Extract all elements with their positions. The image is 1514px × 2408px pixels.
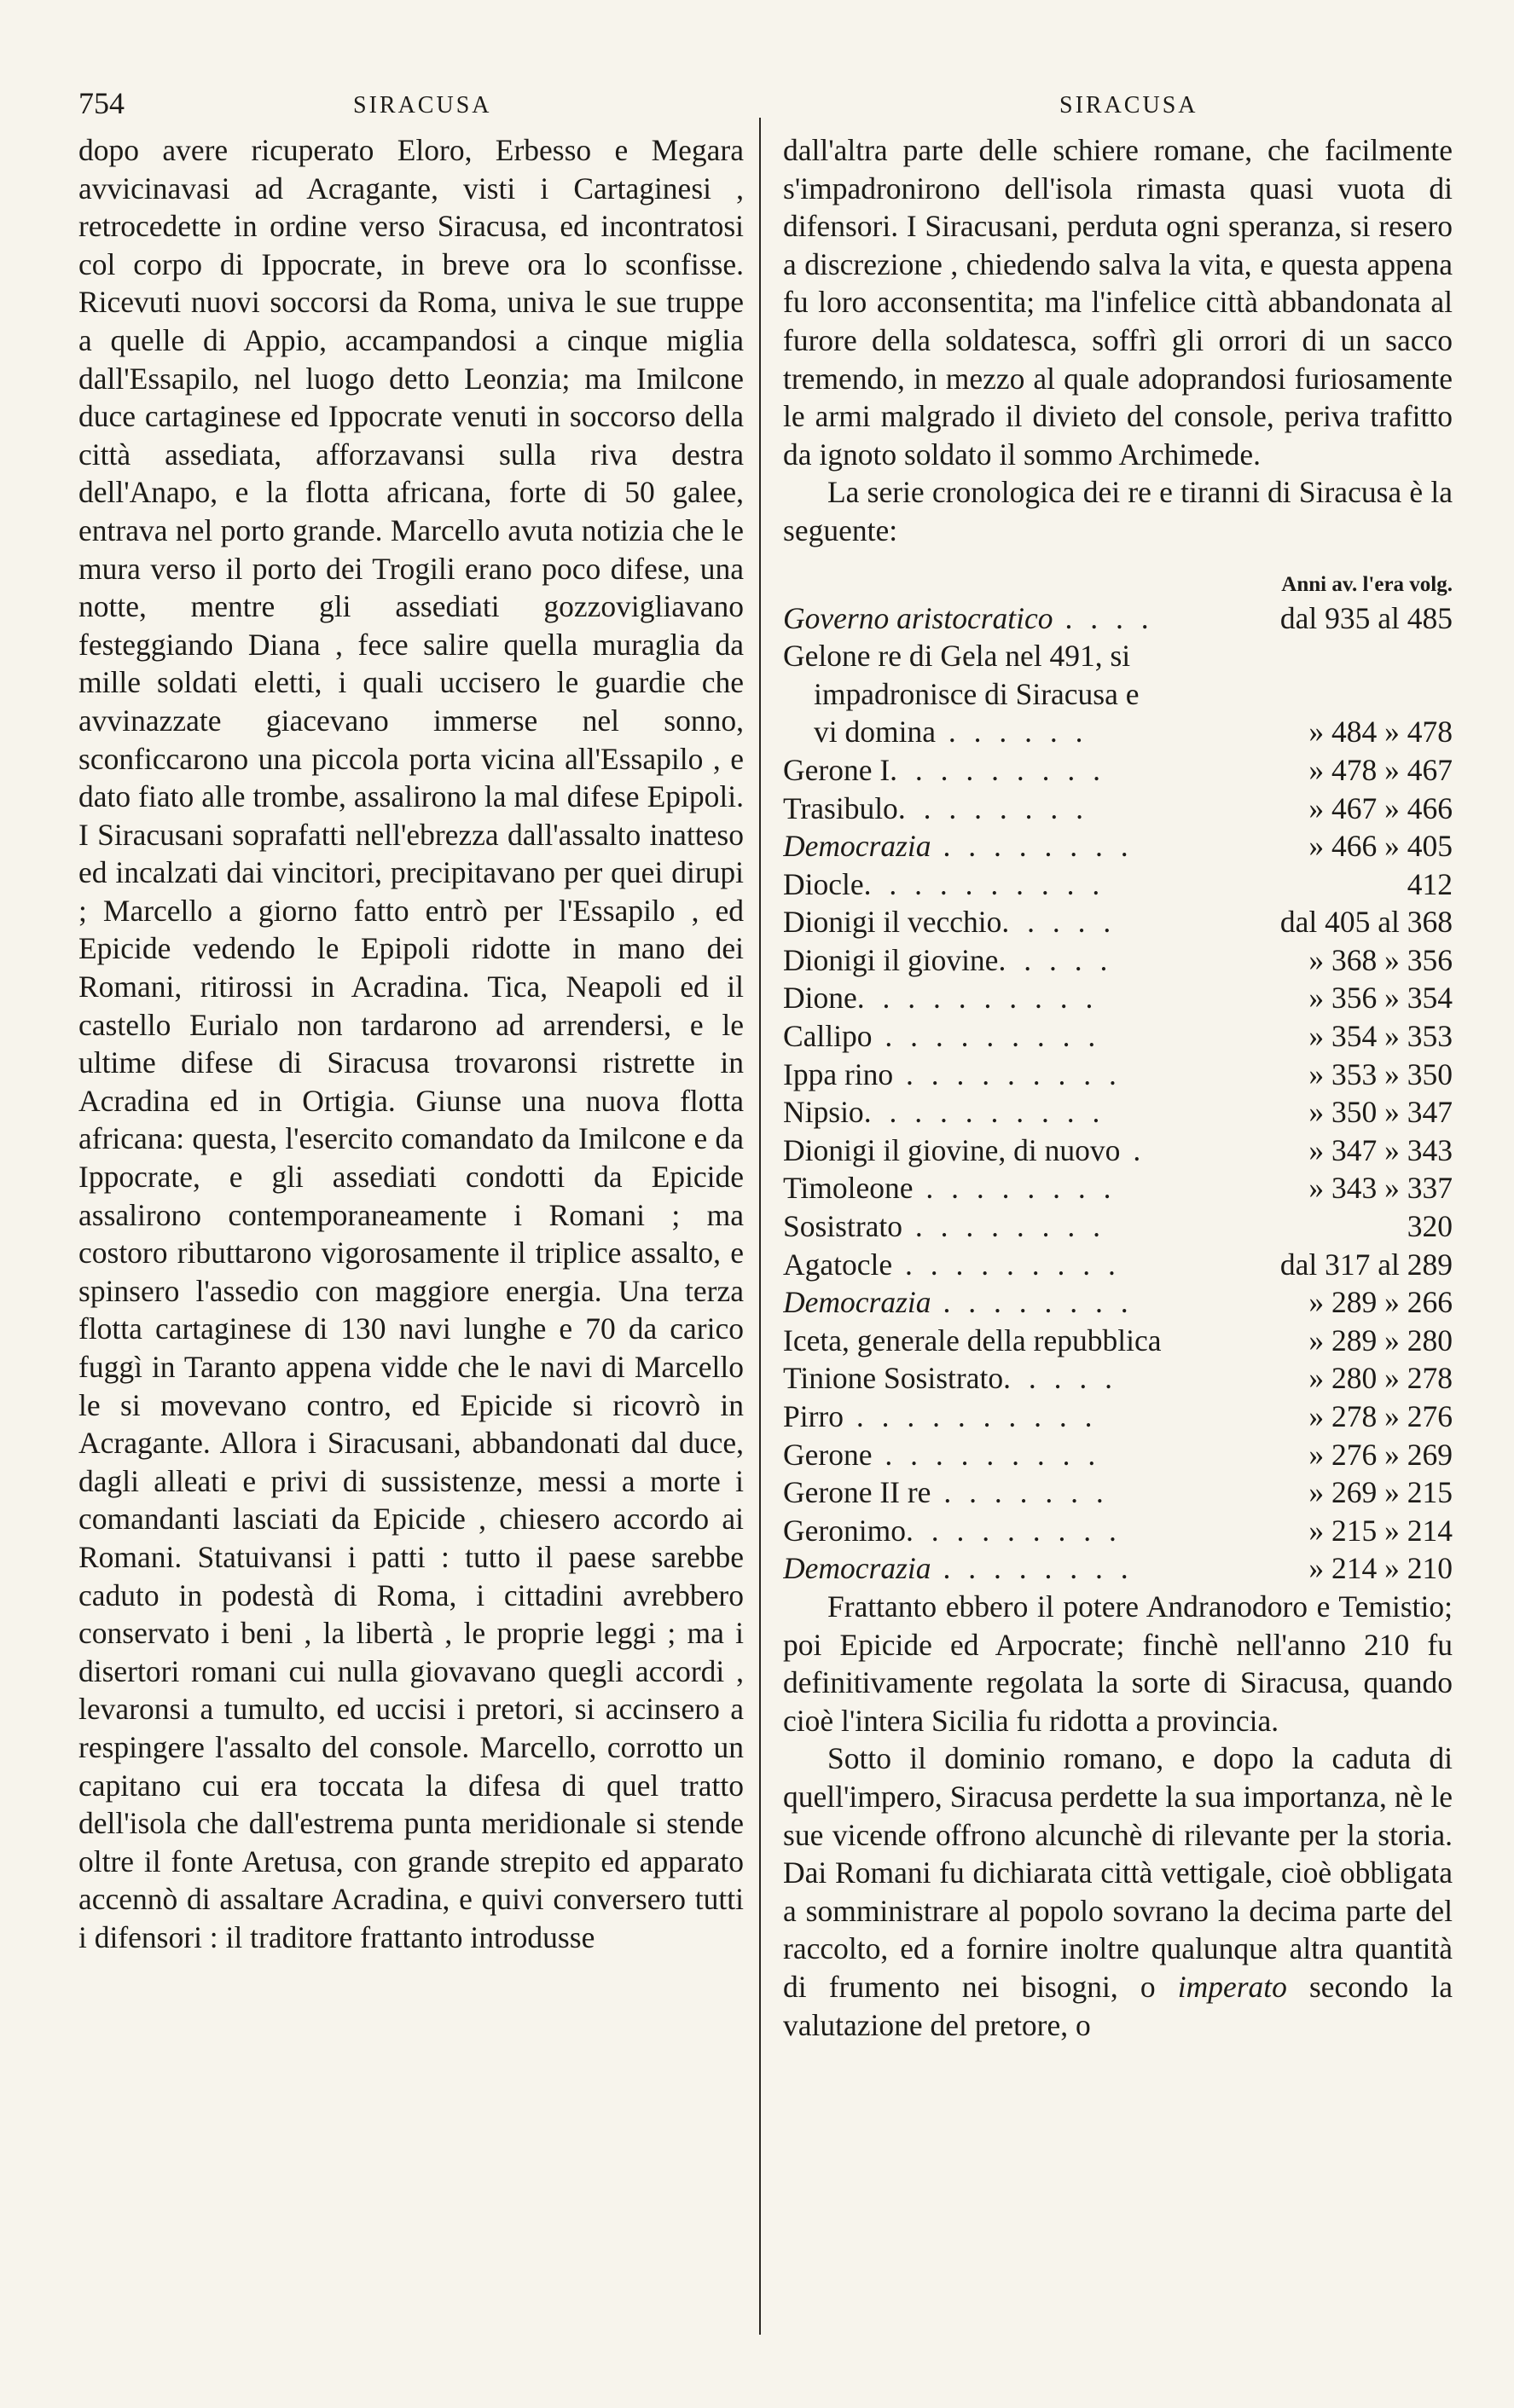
chronology-row — [783, 1132, 1453, 1170]
chronology-row — [783, 903, 1453, 941]
chronology-dates: » 289 » 280 — [1308, 1323, 1453, 1357]
chronology-dates: » 347 » 343 — [1308, 1132, 1453, 1167]
dot-leader: . . . . . . . . . — [905, 1513, 1122, 1548]
chronology-ruler-name: Governo aristocratico — [783, 600, 1053, 635]
chronology-name-cell — [783, 1056, 1222, 1094]
chronology-dates: » 368 » 356 — [1308, 942, 1453, 977]
chronology-dates: » 278 » 276 — [1308, 1399, 1453, 1433]
chronology-ruler-name: Iceta, generale della repubblica — [783, 1323, 1162, 1357]
chronology-dates: » 343 » 337 — [1308, 1171, 1453, 1206]
chronology-ruler-name: Pirro — [783, 1399, 844, 1433]
right-paragraph-4-italic: imperato — [1177, 1969, 1287, 2004]
chronology-ruler-name: Gerone II re — [783, 1475, 931, 1510]
chronology-ruler-name: Democrazia — [783, 1285, 931, 1320]
chronology-row — [783, 1436, 1453, 1474]
chronology-dates: 412 — [1407, 866, 1453, 901]
right-paragraph-1: dall'altra parte delle schiere romane, che facilmente s'impadronirono dell'isola rimasta quasi vuota di difensori. I Siracusani, perduta ogni speranza, si resero a discrezione , chiedendo salva la vita, e questa appena fu loro acconsentita; ma l'infelice città abbandonata al furore della soldatesca, soffrì gli orrori di un sacco tremendo, in mezzo al quale adoprandosi furiosamente le armi malgrado il divieto del console, periva trafitto da ignoto soldato il sommo Archimede. — [783, 133, 1453, 472]
chronology-ruler-name: Agatocle — [783, 1247, 893, 1282]
chronology-row — [783, 751, 1453, 790]
chronology-name-cell — [783, 599, 1222, 638]
dot-leader: . . . . . . . . . — [890, 752, 1106, 787]
chronology-row — [783, 1512, 1453, 1550]
chronology-name-cell — [783, 979, 1222, 1017]
chronology-name-cell — [783, 1017, 1222, 1056]
dot-leader: . . . . . . . . — [931, 1285, 1134, 1320]
chronology-name-cell — [783, 1132, 1222, 1170]
chronology-name-cell — [783, 827, 1222, 865]
right-paragraph-3: Frattanto ebbero il potere Andranodoro e Temistio; poi Epicide ed Arpocrate; finchè nell'anno 210 fu definitivamente regolata la sorte di Siracusa, quando cioè l'intera Sicilia fu ridotta a provincia. — [783, 1589, 1453, 1738]
chronology-dates: dal 317 al 289 — [1279, 1247, 1453, 1282]
chronology-name-cell — [783, 941, 1222, 980]
dot-leader: . . . . . . . . . — [872, 1019, 1101, 1054]
chronology-row — [783, 713, 1453, 751]
chronology-ruler-name: Gelone re di Gela nel 491, si — [783, 639, 1131, 674]
chronology-name-cell — [783, 1398, 1222, 1436]
chronology-row — [783, 1322, 1453, 1360]
chronology-name-cell — [783, 1359, 1222, 1398]
chronology-row — [783, 1473, 1453, 1512]
dot-leader: . . . . . — [1003, 1361, 1117, 1396]
chronology-row — [783, 1169, 1453, 1207]
dot-leader: . . . . . . . . . — [872, 1437, 1101, 1472]
chronology-dates: » 215 » 214 — [1308, 1513, 1453, 1548]
chronology-ruler-name: Callipo — [783, 1019, 873, 1054]
chronology-row — [783, 941, 1453, 980]
chronology-ruler-name: Trasibulo — [783, 790, 898, 825]
dot-leader: . . . . . — [1001, 905, 1117, 940]
chronology-ruler-name: Dionigi il giovine, di nuovo — [783, 1132, 1121, 1167]
chronology-row — [783, 675, 1453, 714]
dot-leader: . . . . . . . . — [931, 829, 1134, 864]
chronology-row — [783, 790, 1453, 828]
chronology-name-cell — [783, 675, 1222, 714]
chronology-name-cell — [783, 1093, 1222, 1132]
dot-leader: . . . . . . . . . . — [844, 1399, 1098, 1433]
right-paragraph-4-end: secondo la valutazione del pretore, o — [783, 1969, 1453, 2042]
chronology-name-cell — [783, 1207, 1222, 1246]
chronology-ruler-name: Diocle — [783, 866, 864, 901]
chronology-name-cell — [783, 1283, 1222, 1322]
chronology-ruler-name: impadronisce di Siracusa e — [814, 676, 1140, 711]
page-number: 754 — [78, 86, 125, 120]
dot-leader: . . . . . . — [935, 715, 1088, 750]
chronology-dates: dal 935 al 485 — [1279, 600, 1453, 635]
chronology-name-cell — [783, 790, 1222, 828]
right-paragraph-2: La serie cronologica dei re e tiranni di Siracusa è la seguente: — [783, 475, 1453, 547]
chronology-dates: » 354 » 353 — [1308, 1019, 1453, 1054]
right-paragraph-4-start: Sotto il dominio romano, e dopo la caduta di quell'impero, Siracusa perdette la sua importanza, nè le sue vicende offrono alcunchè di rilevante per la storia. Dai Romani fu dichiarata città vettigale, cioè obbligata a somministrare al popolo sovrano la decima parte del raccolto, ed a fornire inoltre qualunque altra quantità di frumento nei bisogni, o — [783, 1741, 1453, 2004]
chronology-row — [783, 1246, 1453, 1284]
chronology-ruler-name: Gerone — [783, 1437, 873, 1472]
chronology-ruler-name: Gerone I — [783, 752, 890, 787]
chronology-dates: » 356 » 354 — [1308, 981, 1453, 1016]
chronology-name-cell — [783, 1436, 1222, 1474]
chronology-dates: » 353 » 350 — [1308, 1056, 1453, 1091]
dot-leader: . . . . . . . . . . — [856, 981, 1099, 1016]
dot-leader: . . . . . . . . . . — [863, 1095, 1105, 1130]
chronology-ruler-name: Dione — [783, 981, 857, 1016]
chronology-name-cell — [783, 903, 1222, 941]
dot-leader: . . . . . . . . . — [892, 1247, 1121, 1282]
chronology-row — [783, 1093, 1453, 1132]
chronology-ruler-name: Sosistrato — [783, 1209, 903, 1244]
dot-leader: . . . . . . . . — [897, 790, 1088, 825]
chronology-dates: dal 405 al 368 — [1279, 905, 1453, 940]
chronology-ruler-name: Democrazia — [783, 829, 931, 864]
dot-leader: . . . . . . . . — [902, 1209, 1106, 1244]
chronology-ruler-name: vi domina — [814, 715, 936, 750]
chronology-name-cell — [783, 1549, 1222, 1588]
dot-leader: . — [1120, 1132, 1146, 1167]
chronology-row — [783, 979, 1453, 1017]
chronology-dates: » 467 » 466 — [1308, 790, 1453, 825]
chronology-row — [783, 1549, 1453, 1588]
chronology-row — [783, 599, 1453, 638]
chronology-row — [783, 827, 1453, 865]
chronology-ruler-name: Geronimo — [783, 1513, 906, 1548]
chronology-dates: » 276 » 269 — [1308, 1437, 1453, 1472]
running-head-left: SIRACUSA — [353, 92, 492, 119]
dot-leader: . . . . . . . — [931, 1475, 1109, 1510]
chronology-ruler-name: Nipsio — [783, 1095, 864, 1130]
chronology-dates: » 350 » 347 — [1308, 1095, 1453, 1130]
chronology-ruler-name: Dionigi il giovine — [783, 942, 999, 977]
chronology-dates: » 269 » 215 — [1308, 1475, 1453, 1510]
chronology-name-cell — [783, 1322, 1222, 1360]
chronology-dates: » 289 » 266 — [1308, 1285, 1453, 1320]
chronology-ruler-name: Timoleone — [783, 1171, 914, 1206]
chronology-row — [783, 637, 1453, 675]
chronology-row — [783, 1283, 1453, 1322]
chronology-caption: Anni av. l'era volg. — [1281, 572, 1453, 596]
chronology-row — [783, 1017, 1453, 1056]
dot-leader: . . . . . . . . — [931, 1551, 1134, 1586]
chronology-ruler-name: Dionigi il vecchio — [783, 905, 1002, 940]
left-column-text: dopo avere ricuperato Eloro, Erbesso e Megara avvicinavasi ad Acragante, visti i Cartaginesi , retrocedette in ordine verso Siracusa, ed incontratosi col corpo di Ippocrate, in breve ora lo sconfisse. Ricevuti nuovi soccorsi da Roma, univa le sue truppe a quelle di Appio, accampandosi a cinque miglia dall'Essapilo, nel luogo detto Leonzia; ma Imilcone duce cartaginese ed Ippocrate venuti in soccorso della città assediata, afforzavansi sulla riva destra dell'Anapo, e la flotta africana, forte di 50 galee, entrava nel porto grande. Marcello avuta notizia che le mura verso il porto dei Trogili erano poco difese, una notte, mentre gli assediati gozzovigliavano festeggiando Diana , fece salire quella muraglia da mille soldati eletti, i quali uccisero le guardie che avvinazzate giacevano immerse nel sonno, sconficcarono una piccola porta vicina all'Essapilo , e dato fiato alle trombe, assalirono la mal difese Epipoli. I Siracusani soprafatti nell'ebrezza dall'assalto inatteso ed incalzati dai vincitori, precipitavano per quei dirupi ; Marcello a giorno fatto entrò per l'Essapilo , ed Epicide vedendo le Epipoli ridotte in mano dei Romani, ritirossi in Acradina. Tica, Neapoli ed il castello Eurialo non tardarono ad arrendersi, e le ultime difese di Siracusa trovaronsi ristrette in Acradina ed in Ortigia. Giunse una nuova flotta africana: questa, l'esercito comandato da Imilcone e da Ippocrate, e gli assediati condotti da Epicide assalirono contemporaneamente i Romani ; ma costoro ributtarono vigorosamente il triplice assalto, e spinsero l'assedio con maggiore energia. Una terza flotta cartaginese di 130 navi lunghe e 70 da carico fuggì in Taranto appena vidde che le navi di Marcello le si movevano contro, ed Epicide si ricovrò in Acragante. Allora i Siracusani, abbandonati dal duce, dagli alleati e privi di sussistenze, messi a morte i comandanti lasciati da Epicide , chiesero accordo ai Romani. Statuivansi i patti : tutto il paese sarebbe caduto in podestà di Roma, i cittadini avrebbero conservato i beni , la libertà , le proprie leggi ; ma i disertori romani cui nulla giovavano quegli accordi , levaronsi a tumulto, ed uccisi i pretori, si accinsero a respingere l'assalto del console. Marcello, corrotto un capitano cui era toccata la difesa di quel tratto dell'isola che dall'estrema punta meridionale si stende oltre il fonte Aretusa, con grande strepito ed apparato accennò di assaltare Acradina, e quivi conversero tutti i difensori : il traditore frattanto introdusse — [78, 133, 744, 1954]
dot-leader: . . . . — [1053, 600, 1155, 635]
chronology-row — [783, 1398, 1453, 1436]
chronology-ruler-name: Democrazia — [783, 1551, 931, 1586]
chronology-dates: 320 — [1407, 1209, 1453, 1244]
chronology-name-cell — [783, 1246, 1222, 1284]
chronology-name-cell — [783, 713, 1222, 751]
chronology-dates: » 484 » 478 — [1308, 715, 1453, 750]
chronology-row — [783, 1207, 1453, 1246]
dot-leader: . . . . . . . . . — [893, 1056, 1122, 1091]
chronology-name-cell — [783, 751, 1222, 790]
chronology-row — [783, 865, 1453, 904]
chronology-ruler-name: Ippa rino — [783, 1056, 894, 1091]
chronology-name-cell — [783, 637, 1222, 675]
chronology-row — [783, 1359, 1453, 1398]
chronology-name-cell — [783, 1512, 1222, 1550]
dot-leader: . . . . . . . . . . — [863, 866, 1105, 901]
column-divider — [759, 118, 761, 2335]
dot-leader: . . . . . — [998, 942, 1113, 977]
running-head-right: SIRACUSA — [1059, 92, 1198, 119]
chronology-dates: » 466 » 405 — [1308, 829, 1453, 864]
chronology-name-cell — [783, 1169, 1222, 1207]
chronology-dates: » 478 » 467 — [1308, 752, 1453, 787]
chronology-dates: » 280 » 278 — [1308, 1361, 1453, 1396]
right-column — [783, 131, 1453, 2044]
left-column — [78, 131, 744, 1957]
chronology-name-cell — [783, 1473, 1222, 1512]
dot-leader: . . . . . . . . — [913, 1171, 1117, 1206]
right-paragraph-4 — [783, 1739, 1453, 2044]
chronology-table — [783, 599, 1453, 1588]
chronology-row — [783, 1056, 1453, 1094]
chronology-name-cell — [783, 865, 1222, 904]
chronology-dates: » 214 » 210 — [1308, 1551, 1453, 1586]
chronology-ruler-name: Tinione Sosistrato — [783, 1361, 1004, 1396]
